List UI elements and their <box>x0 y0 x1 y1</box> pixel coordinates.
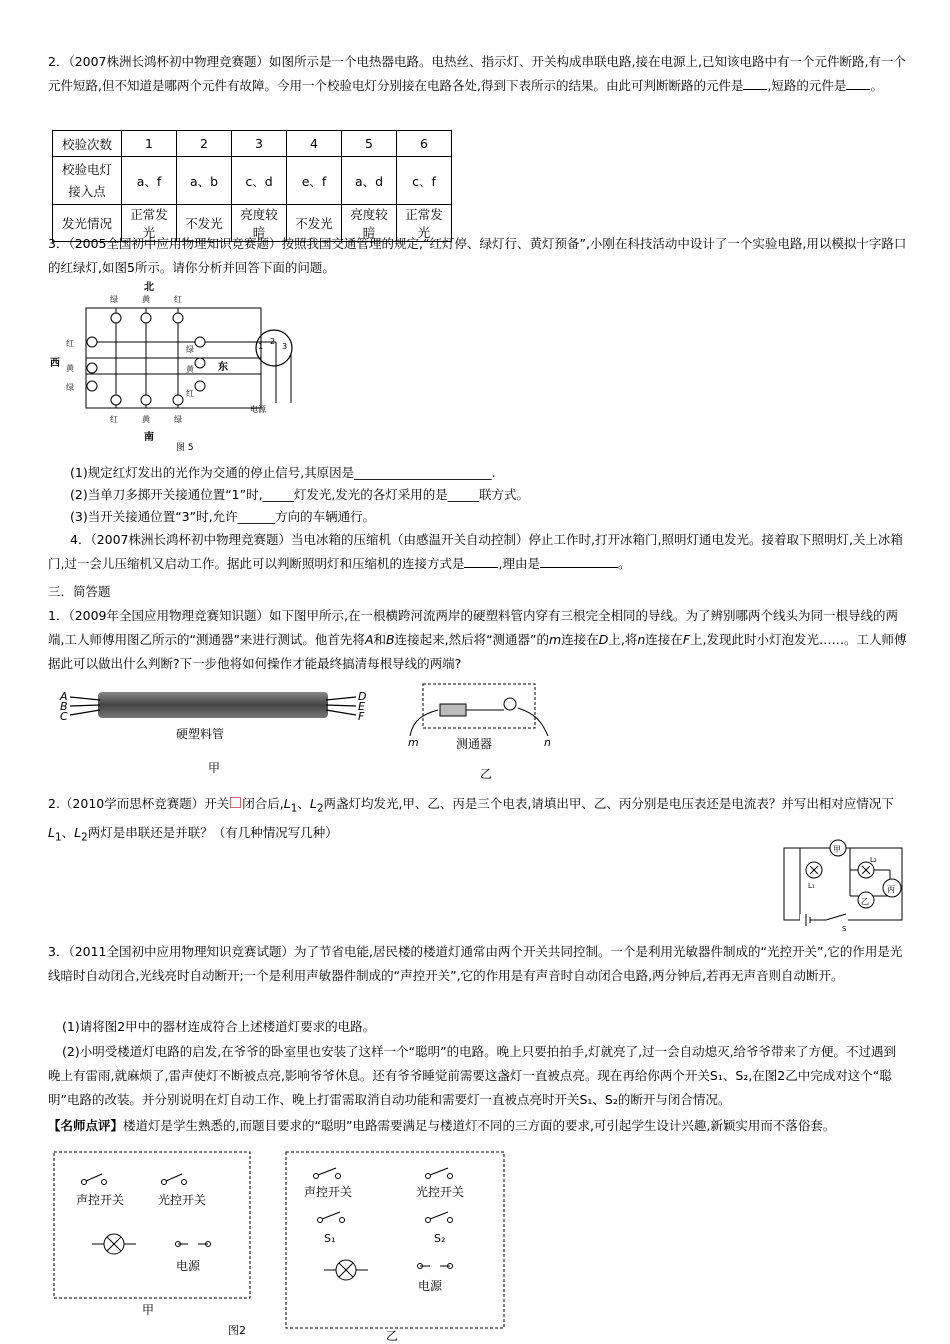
svg-text:绿: 绿 <box>186 345 194 354</box>
svg-text:声控开关: 声控开关 <box>304 1185 353 1199</box>
svg-text:绿: 绿 <box>174 415 182 424</box>
west-label: 西 <box>50 358 60 369</box>
answer-question-2: 2.（2010学而思杯竞赛题）开关 闭合后$,L_1$、$L_2$两盏灯均发光,甲、乙、丙是三个电表,请填出甲、乙、丙分别是电压表还是电流表？并写出相对应情况下$L_1$、$L_2$两灯是串联还是并联？（有几种情况写几种） <box>48 796 894 843</box>
svg-text:B: B <box>60 700 68 713</box>
svg-text:光控开关: 光控开关 <box>158 1193 207 1207</box>
caption-jia: 甲 <box>208 761 221 775</box>
svg-text:黄: 黄 <box>186 365 194 374</box>
svg-text:光控开关: 光控开关 <box>416 1185 465 1199</box>
svg-text:甲: 甲 <box>833 845 841 854</box>
qa3-sub1: (1)请将图2甲中的器材连成符合上述楼道灯要求的电路。 <box>62 1019 376 1034</box>
svg-text:3: 3 <box>282 342 288 351</box>
figure-meter-circuit <box>770 836 920 932</box>
svg-text:E: E <box>358 700 365 713</box>
svg-text:2: 2 <box>270 337 276 346</box>
power-label: 电源 <box>250 405 266 414</box>
svg-text:绿: 绿 <box>66 383 74 392</box>
svg-text:声控开关: 声控开关 <box>76 1193 125 1207</box>
svg-text:S₂: S₂ <box>434 1232 446 1245</box>
svg-text:丙: 丙 <box>887 885 895 894</box>
svg-text:绿: 绿 <box>110 295 118 304</box>
svg-text:n: n <box>544 736 551 749</box>
plastic-pipe <box>98 692 328 718</box>
svg-text:F: F <box>358 710 365 723</box>
question-4: 4．（2007株洲长鸿杯初中物理竞赛题）当电冰箱的压缩机（由感温开关自动控制）停止工作时,打开冰箱门,照明灯通电发光。接着取下照明灯,关上冰箱门,过一会儿压缩机又启动工作。据此可以判断照明灯和压缩机的连接方式是 ,理由是 。 <box>48 532 903 571</box>
svg-text:L₂: L₂ <box>870 856 877 864</box>
svg-text:黄: 黄 <box>142 295 150 304</box>
tester-label: 测通器 <box>456 737 493 751</box>
qa3-sub2: (2)小明受楼道灯电路的启发,在爷爷的卧室里也安装了这样一个“聪明”的电路。晚上只要拍拍手,灯就亮了,过一会自动熄灭,给爷爷带来了方便。不过遇到晚上有雷雨,就麻烦了,雷声使灯不断被点亮,影响爷爷休息。还有爷爷睡觉前需要这盏灯一直被点亮。现在再给你两个开关S₁、S₂,在图2乙中完成对这个“聪明”电路的改装。并分别说明在灯自动工作、晚上打雷需取消自动功能和需要灯一直被点亮时开关S₁、S₂的断开与闭合情况。 <box>48 1044 897 1107</box>
north-label: 北 <box>144 282 154 293</box>
answer-question-1: 1．（2009年全国应用物理竞赛知识题）如下图甲所示,在一根横跨河流两岸的硬塑料管内穿有三根完全相同的导线。为了辨别哪两个线头为同一根导线的两端,工人师傅用图乙所示的“测通器”来进行测试。他首先将A和B连接起来,然后将“测通器”的m连接在D上,将n连接在F上,发现此时小灯泡发光……。工人师傅据此可以做出什么判断?下一步他将如何操作才能最终搞清每根导线的两端? <box>48 608 907 671</box>
svg-text:C: C <box>60 710 68 723</box>
svg-text:黄: 黄 <box>142 415 150 424</box>
svg-text:S₁: S₁ <box>324 1232 336 1245</box>
svg-text:红: 红 <box>174 295 182 304</box>
figure-5-caption: 图 5 <box>176 443 194 453</box>
south-label: 南 <box>144 432 154 443</box>
svg-text:黄: 黄 <box>66 364 74 373</box>
svg-text:红: 红 <box>66 339 74 348</box>
figure-2-switch-circuits <box>52 1150 522 1344</box>
caption-yi: 乙 <box>480 767 493 780</box>
question-2: 2．（2007株洲长鸿杯初中物理竞赛题）如图所示是一个电热器电路。电热丝、指示灯、开关构成串联电路,接在电源上,已知该电路中有一个元件断路,有一个元件短路,但不知道是哪两个元件有故障。今用一个校验电灯分别接在电路各处,得到下表所示的结果。由此可判断断路的元件是 ,短路的元件是 。 <box>48 54 906 93</box>
svg-text:S: S <box>842 925 847 932</box>
figure-2-caption: 图2 <box>228 1324 246 1337</box>
svg-text:D: D <box>358 690 367 703</box>
caption-yi: 乙 <box>386 1329 399 1343</box>
svg-text:A: A <box>60 690 68 703</box>
svg-text:乙: 乙 <box>861 897 869 906</box>
caption-jia: 甲 <box>142 1303 155 1317</box>
figure-pipe-and-tester <box>58 680 578 780</box>
svg-text:1: 1 <box>258 342 264 351</box>
pipe-label: 硬塑料管 <box>176 727 225 741</box>
test-table: 校验次数 1 2 3 4 5 6 校验电灯 接入点 a、f a、b c、d e、f a、d c、f 发光情况 正常发光 不发光 亮度较暗 不发光 亮度较暗 正常发光 <box>52 130 452 242</box>
east-label: 东 <box>218 362 228 373</box>
answer-question-3: 3．（2011全国初中应用物理知识竞赛试题）为了节省电能,居民楼的楼道灯通常由两个开关共同控制。一个是利用光敏器件制成的“光控开关”,它的作用是光线暗时自动闭合,光线亮时自动断开;一个是利用声敏器件制成的“声控开关”,它的作用是有声音时自动闭合电路,两分钟后,若再无声音则自动断开。 <box>48 944 903 983</box>
figure-5-traffic-circuit <box>48 278 308 458</box>
q3-sub3: (3)当开关接通位置“3”时,允许______方向的车辆通行。 <box>70 509 376 524</box>
svg-text:电源: 电源 <box>418 1279 443 1293</box>
svg-text:L₁: L₁ <box>808 882 815 890</box>
svg-text:m: m <box>408 736 419 749</box>
section-title: 三．简答题 <box>48 584 111 599</box>
question-3: 3．（2005全国初中应用物理知识竞赛题）按照我国交通管理的规定,“红灯停、绿灯行、黄灯预备”,小刚在科技活动中设计了一个实验电路,用以模拟十字路口的红绿灯,如图5所示。请你分析并回答下面的问题。 <box>48 236 907 275</box>
svg-text:红: 红 <box>110 415 118 424</box>
q3-sub2: (2)当单刀多掷开关接通位置“1”时,_____灯发光,发光的各灯采用的是_____联方式。 <box>70 487 530 502</box>
q3-sub1: (1)规定红灯发出的光作为交通的停止信号,其原因是______________________. <box>70 465 496 480</box>
teacher-comment: 【名师点评】楼道灯是学生熟悉的,而题目要求的“聪明”电路需要满足与楼道灯不同的三方面的要求,可引起学生设计兴趣,新颖实用而不落俗套。 <box>48 1118 836 1133</box>
svg-text:红: 红 <box>186 389 194 398</box>
svg-text:电源: 电源 <box>176 1259 201 1273</box>
